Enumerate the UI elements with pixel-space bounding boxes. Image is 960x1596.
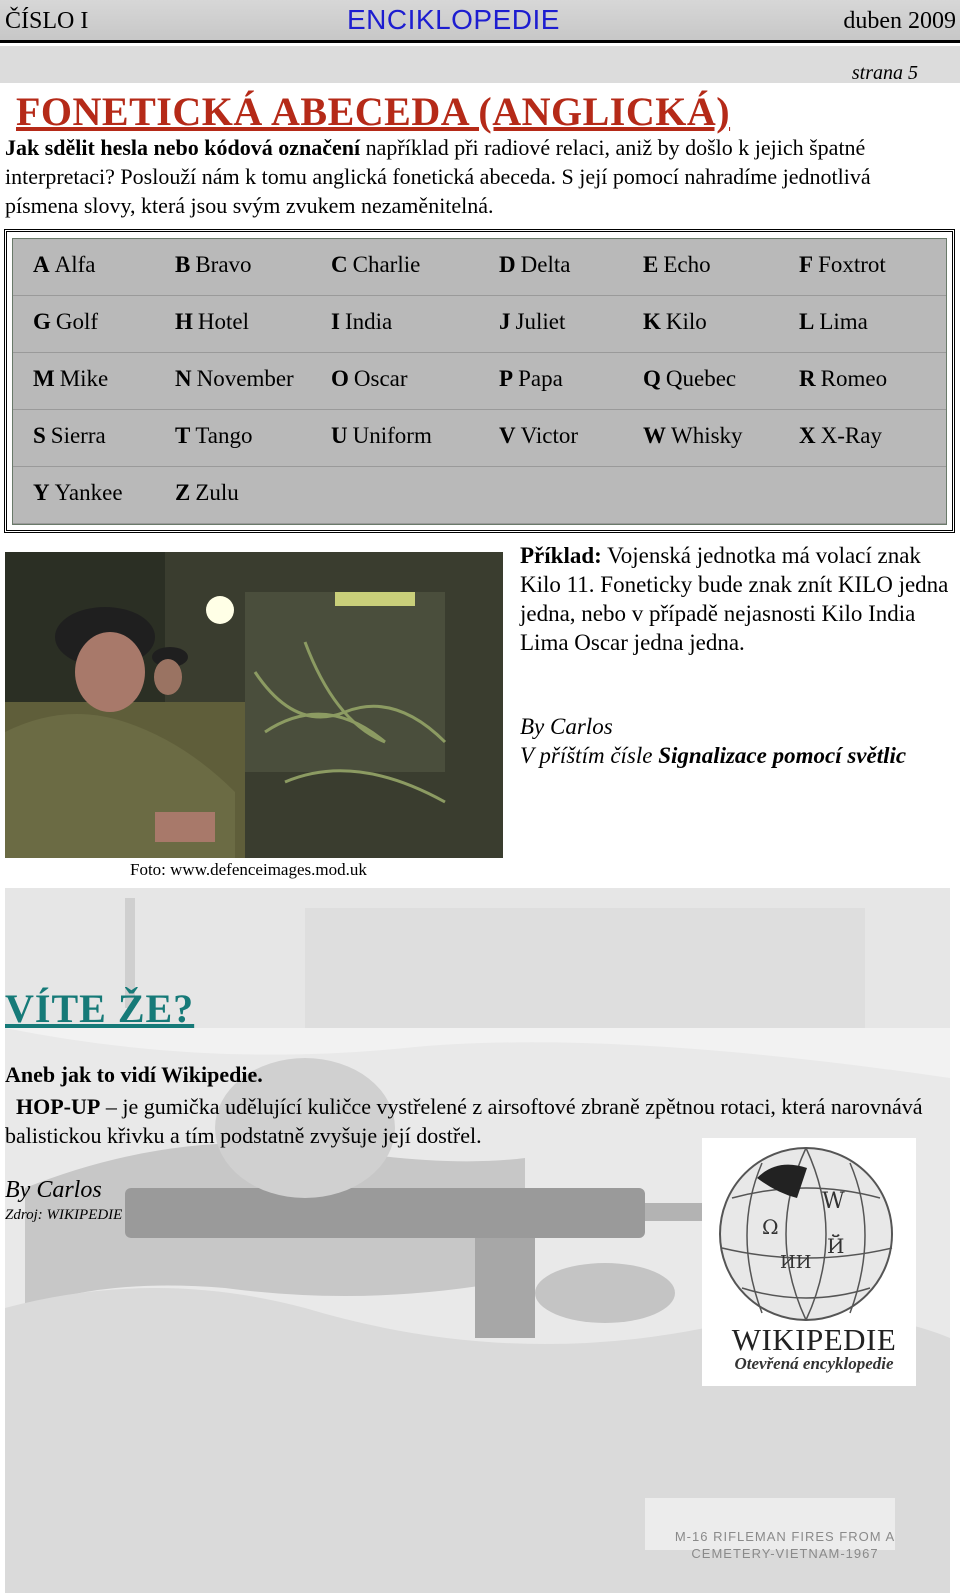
alphabet-word: Mike — [59, 366, 109, 391]
alphabet-entry — [799, 366, 887, 392]
alphabet-word: Golf — [55, 309, 99, 334]
photo-caption: Foto: www.defenceimages.mod.uk — [130, 860, 367, 879]
alphabet-letter: N — [175, 366, 192, 391]
alphabet-letter: B — [175, 252, 191, 277]
header-strip — [0, 46, 960, 83]
alphabet-row — [13, 410, 946, 467]
alphabet-word: Papa — [518, 366, 563, 391]
phonetic-alphabet-table — [4, 229, 955, 533]
alphabet-letter: L — [799, 309, 815, 334]
alphabet-letter: A — [33, 252, 50, 277]
svg-text:Ω: Ω — [762, 1215, 779, 1239]
alphabet-entry — [33, 309, 98, 335]
intro-paragraph — [5, 133, 935, 220]
alphabet-row — [13, 353, 946, 410]
alphabet-entry — [33, 480, 123, 506]
alphabet-letter: H — [175, 309, 193, 334]
alphabet-entry — [331, 252, 420, 278]
photo-illustration — [5, 552, 503, 858]
alphabet-word: Foxtrot — [818, 252, 886, 277]
alphabet-letter: P — [499, 366, 514, 391]
alphabet-word: Sierra — [50, 423, 106, 448]
article-title: FONETICKÁ ABECEDA (ANGLICKÁ) — [16, 89, 731, 134]
alphabet-letter: O — [331, 366, 349, 391]
hop-up-term: HOP-UP — [16, 1094, 101, 1119]
alphabet-letter: I — [331, 309, 340, 334]
alphabet-word: Tango — [195, 423, 253, 448]
alphabet-entry — [799, 252, 886, 278]
svg-text:ИИ: ИИ — [780, 1252, 812, 1273]
alphabet-word: Whisky — [671, 423, 743, 448]
alphabet-letter: T — [175, 423, 191, 448]
alphabet-word: Lima — [819, 309, 868, 334]
alphabet-word: Uniform — [352, 423, 432, 448]
alphabet-entry — [33, 366, 108, 392]
alphabet-word: Delta — [520, 252, 571, 277]
intro-text: například při radiové relaci, aniž by došlo k jejich špatné interpretaci? Poslouží nám k tomu anglická fonetická abeceda. S její pomocí nahradíme jednotlivá písmena slovy, která jsou svým zvukem nezaměnitelná. — [5, 135, 871, 218]
radio-soldiers-photo — [5, 552, 503, 858]
did-you-know-byline: By Carlos — [5, 1177, 102, 1203]
alphabet-entry — [331, 366, 408, 392]
alphabet-word: November — [196, 366, 294, 391]
alphabet-letter: K — [643, 309, 661, 334]
example-label: Příklad: — [520, 543, 602, 568]
issue-date: duben 2009 — [843, 8, 956, 34]
did-you-know-subtitle: Aneb jak to vidí Wikipedie. — [5, 1062, 263, 1087]
svg-text:W: W — [822, 1189, 845, 1214]
article-byline: By Carlos — [520, 714, 613, 739]
alphabet-row — [13, 467, 946, 524]
alphabet-entry — [643, 366, 736, 392]
alphabet-word: Victor — [520, 423, 579, 448]
next-title: Signalizace pomocí světlic — [658, 743, 907, 768]
hop-up-text: – je gumička udělující kuličce vystřelené z airsoftové zbraně zpětnou rotaci, která narovnává balistickou křivku a tím podstatně zvyšuje její dostřel. — [5, 1094, 923, 1148]
rifleman-caption-line2: CEMETERY-VIETNAM-1967 — [691, 1546, 879, 1561]
wikipedia-tagline: Otevřená encyklopedie — [734, 1354, 894, 1373]
alphabet-letter: F — [799, 252, 814, 277]
alphabet-word: Oscar — [353, 366, 408, 391]
alphabet-entry — [499, 423, 578, 449]
alphabet-entry — [33, 423, 106, 449]
alphabet-word: X-Ray — [820, 423, 882, 448]
alphabet-letter: C — [331, 252, 348, 277]
alphabet-letter: W — [643, 423, 666, 448]
alphabet-letter: S — [33, 423, 46, 448]
alphabet-word: Juliet — [515, 309, 566, 334]
source-note: Zdroj: WIKIPEDIE — [5, 1207, 123, 1223]
alphabet-row — [13, 239, 946, 296]
alphabet-letter: G — [33, 309, 51, 334]
rifleman-caption-line1: M-16 RIFLEMAN FIRES FROM A — [674, 1529, 896, 1544]
alphabet-entry — [643, 309, 707, 335]
alphabet-word: Zulu — [195, 480, 239, 505]
alphabet-entry — [175, 480, 239, 506]
alphabet-letter: R — [799, 366, 816, 391]
next-issue-teaser — [520, 743, 906, 769]
alphabet-word: Alfa — [54, 252, 96, 277]
alphabet-entry — [643, 423, 743, 449]
intro-bold: Jak sdělit hesla nebo kódová označení — [5, 135, 361, 160]
rifleman-photo-caption — [655, 1528, 915, 1562]
alphabet-entry — [643, 252, 711, 278]
alphabet-letter: Y — [33, 480, 50, 505]
alphabet-letter: E — [643, 252, 659, 277]
alphabet-letter: M — [33, 366, 55, 391]
page-number: strana 5 — [851, 62, 918, 84]
alphabet-letter: U — [331, 423, 348, 448]
alphabet-entry — [799, 423, 882, 449]
alphabet-entry — [331, 309, 392, 335]
next-prefix: V příštím čísle — [520, 743, 659, 768]
svg-text:Й: Й — [827, 1234, 845, 1258]
example-text: Vojenská jednotka má volací znak Kilo 11. Foneticky bude znak znít KILO jedna jedna, nebo v případě nejasnosti Kilo India Lima Oscar jedna jedna. — [520, 543, 949, 655]
alphabet-letter: X — [799, 423, 816, 448]
alphabet-word: Quebec — [665, 366, 737, 391]
alphabet-word: Romeo — [820, 366, 888, 391]
alphabet-word: Charlie — [352, 252, 421, 277]
did-you-know-title: VÍTE ŽE? — [5, 986, 195, 1031]
alphabet-word: Yankee — [54, 480, 123, 505]
alphabet-letter: D — [499, 252, 516, 277]
alphabet-entry — [331, 423, 432, 449]
alphabet-row — [13, 296, 946, 353]
alphabet-letter: J — [499, 309, 511, 334]
section-title: ENCIKLOPEDIE — [347, 4, 560, 35]
alphabet-entry — [499, 309, 565, 335]
alphabet-entry — [499, 252, 570, 278]
alphabet-word: India — [344, 309, 393, 334]
alphabet-letter: V — [499, 423, 516, 448]
alphabet-entry — [33, 252, 96, 278]
alphabet-word: Bravo — [195, 252, 252, 277]
alphabet-letter: Z — [175, 480, 191, 505]
alphabet-entry — [175, 252, 252, 278]
alphabet-letter: Q — [643, 366, 661, 391]
alphabet-word: Echo — [663, 252, 711, 277]
alphabet-word: Kilo — [665, 309, 707, 334]
example-paragraph — [520, 541, 950, 657]
alphabet-entry — [499, 366, 563, 392]
alphabet-grid — [12, 238, 947, 525]
issue-label: ČÍSLO I — [5, 8, 89, 34]
alphabet-entry — [799, 309, 868, 335]
alphabet-entry — [175, 423, 253, 449]
alphabet-entry — [175, 366, 294, 392]
wikipedia-wordmark: WIKIPEDIE — [731, 1322, 897, 1357]
alphabet-entry — [175, 309, 249, 335]
alphabet-word: Hotel — [197, 309, 249, 334]
